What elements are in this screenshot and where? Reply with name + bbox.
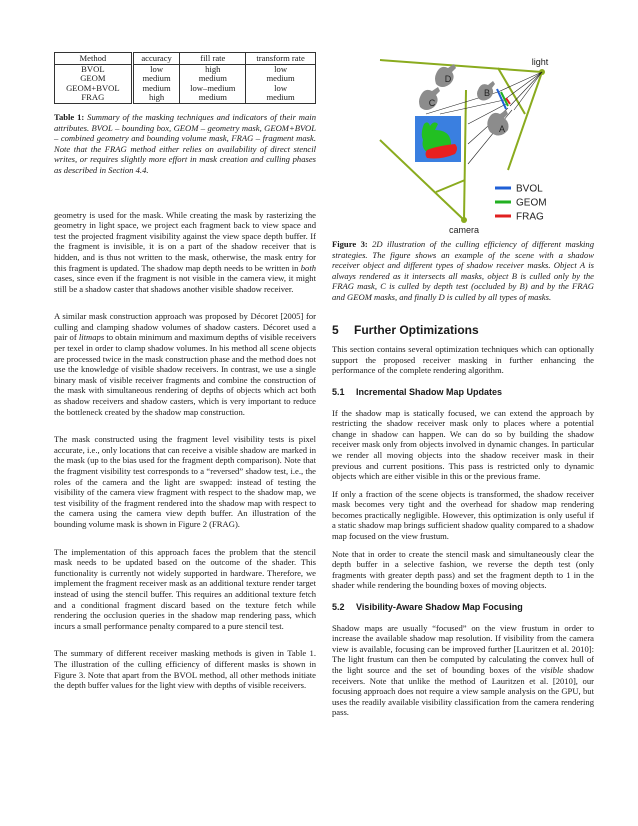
table-cell: medium — [266, 92, 295, 103]
paragraph: Note that in order to create the stencil mask and simultaneously clear the depth buffer in a selective fashion, we reverse the depth test (only fragments with greater depth pass) and set the fragment depth to 1 in the shader while rendering the bounding boxes of moving objects. — [332, 548, 594, 591]
paragraph: This section contains several optimization techniques which can optionally support the proposed receiver masking in further enhancing the performance of the complete rendering algorithm. — [332, 344, 594, 376]
legend-bvol: BVOL — [516, 183, 543, 195]
subsection-heading — [332, 602, 594, 613]
table-header: Method — [55, 53, 133, 65]
table-cell: medium — [266, 73, 295, 84]
left-column — [54, 52, 316, 691]
legend-geom: GEOM — [516, 197, 547, 209]
paragraph — [54, 210, 316, 295]
section-number: 5 — [332, 322, 339, 337]
figure-legend — [495, 184, 547, 223]
label-d: D — [444, 74, 452, 84]
object-a — [487, 110, 508, 136]
table-row — [55, 93, 316, 103]
legend-frag: FRAG — [516, 211, 544, 223]
table-header: accuracy — [132, 53, 180, 65]
emphasis-text: both — [300, 262, 316, 273]
table-cell: low — [274, 82, 288, 93]
label-a: A — [498, 124, 506, 134]
paragraph — [332, 623, 594, 718]
paragraph-text: to obtain minimum and maximum depths of visible receivers per texel in order to clamp shadow volumes. In his method all scene objects are processed twice in the mask construction phase and the method does not use the knowledge of visible shadow receivers. In contrast, we use a single binary mask of visible receiver fragments and combine the construction of the mask with simultaneous rendering of depths of objects which act both as shadow receivers and shadow casters, which is very important to reduce the bottleneck created by the shadow map construction. — [54, 332, 317, 417]
table-cell: BVOL — [55, 64, 133, 74]
table-header: transform rate — [246, 53, 316, 65]
paragraph: If only a fraction of the scene objects is transformed, the shadow receiver mask becomes very tight and the overhead for shadow map rendering becomes practically negligible. However, this optimization is only useful if a static shadow map brings sufficient shadow quality compared to a shadow map focused on the view frustum. — [332, 488, 594, 542]
camera-point-icon — [461, 217, 467, 223]
subsection-title: Incremental Shadow Map Updates — [356, 386, 503, 397]
table-header: fill rate — [180, 53, 246, 65]
table-cell: FRAG — [55, 93, 133, 103]
table-cell: low — [274, 63, 288, 74]
paragraph-text: geometry is used for the mask. While creating the mask by rasterizing the geometry in light space, we project each fragment back to view space and test the projected fragment visibility against the view space depth buffer. If the fragment is invisible, it is on a part of the shadow receiver that is hidden, and is thus not written to the mask, otherwise, the mask entry for this fragment is updated. The shadow map depth needs to be written in — [54, 209, 316, 273]
table-cell: medium — [132, 84, 180, 94]
table-1 — [54, 52, 316, 104]
figure-caption-label: Figure 3: — [332, 239, 368, 249]
table-cell: low–medium — [180, 84, 246, 94]
label-b: B — [483, 88, 491, 98]
table-cell: medium — [180, 93, 246, 103]
table-cell: high — [180, 64, 246, 74]
section-heading — [332, 322, 594, 337]
subsection-number: 5.2 — [332, 602, 345, 613]
paragraph: If the shadow map is statically focused, we can extend the approach by restricting the shadow receiver mask only to places where a potential change in shadow can happen. We can do so by building the shadow receiver mask only from objects involved in dynamic changes. In particular we render all moving objects into the shadow receiver mask in their previous and current positions. This pass is restricted only to dynamic objects which are either visible in this or the previous frame. — [332, 407, 594, 482]
subsection-heading — [332, 387, 594, 398]
table-caption-label: Table 1: — [54, 111, 85, 122]
emphasis-text: litmaps — [78, 332, 105, 343]
paragraph: The implementation of this approach faces the problem that the stencil mask needs to be updated based on the outcome of the shader. This functionality is currently not widely supported in hardware. Therefore, we implement the fragment receiver mask as an additional texture render target instead of using the stencil buffer. This requires an additional texture fetch and a conditional fragment discard based on the texture fetch while rendering the occlusion queries in the shadow map rendering pass, which incurs a small performance penalty compared to a pure stencil test. — [54, 546, 316, 631]
paragraph-text: cases, since even if the fragment is not visible in the camera view, it might still be a shadow caster that shadows another visible shadow receiver. — [54, 273, 316, 294]
table-caption-text: Summary of the masking techniques and indicators of their main attributes. BVOL – bounding box, GEOM – geometry mask, GEOM+BVOL – combined geometry and bounding volume mask, FRAG – fragment mask. Note that the FRAG method either relies on availability of direct stencil writes, or requires slightly more effort in mask creation and culling phases as described in Section 4.4. — [54, 111, 316, 175]
table-header-row — [55, 53, 316, 65]
table-cell: GEOM+BVOL — [55, 84, 133, 94]
right-column — [332, 239, 594, 718]
table-cell: high — [132, 93, 180, 103]
label-camera: camera — [448, 225, 480, 235]
emphasis-text: visible — [540, 665, 564, 675]
label-light: light — [531, 57, 549, 67]
subsection-number: 5.1 — [332, 386, 345, 397]
paragraph-text: Shadow maps are usually “focused” on the view frustum in order to increase the available shadow map resolution. If visibility from the camera view is available, focusing can be improved further [Lauritzen et al. 2010]: The light frustum can then be computed by calculating the convex hull of the light source and the set of bounding boxes of the — [332, 622, 594, 675]
table-caption — [54, 112, 316, 176]
paragraph-text: shadow receivers. Note that unlike the method of Lauritzen et al. [2010], our focusing approach does not require a view sample analysis on the GPU, but uses the readily available visibility classification from the camera rendering pass. — [332, 665, 594, 718]
figure-caption — [332, 239, 594, 303]
figure-3-illustration — [340, 52, 580, 242]
table-cell: medium — [132, 74, 180, 84]
table-cell: GEOM — [55, 74, 133, 84]
figure-caption-text: 2D illustration of the culling efficiency of different masking strategies. The figure shows an example of the scene with a shadow receiver object and different types of shadow receiver masks. Object A is always rendered as it intersects all masks, object B is culled only by the FRAG mask, C is culled by depth test (occluded by B) and by the FRAG and GEOM masks, and finally D is culled by all types of masks. — [332, 239, 594, 302]
paragraph — [54, 311, 316, 417]
table-cell: medium — [180, 74, 246, 84]
subsection-title: Visibility-Aware Shadow Map Focusing — [356, 602, 523, 613]
paragraph: The mask constructed using the fragment level visibility tests is pixel accurate, i.e., only locations that can receive a visible shadow are marked in the mask (up to the bias used for the fragment depth comparison). Note that the fragment visibility test corresponds to a “reversed” shadow test, i.e., the roles of the camera and the light are swapped: instead of testing the visibility of the camera view fragment with respect to the shadow map, we test visibility of the fragment rendered into the shadow map with respect to the camera using the camera view depth buffer. An illustration of the bounding volume mask is shown in Figure 2 (FRAG). — [54, 434, 316, 529]
section-title: Further Optimizations — [354, 322, 479, 337]
table-cell: low — [132, 64, 180, 74]
paragraph: The summary of different receiver masking methods is given in Table 1. The illustration of the culling efficiency of different masks is shown in Figure 3. Note that apart from the BVOL method, all other methods initiate the depth buffer values for the light view with depths of visible receivers. — [54, 648, 316, 691]
label-c: C — [428, 98, 436, 108]
paragraph-text: A similar mask construction approach was proposed by Décoret [2005] for culling and clamping shadow volumes of shadow casters. Décoret used a pair of — [54, 311, 316, 343]
